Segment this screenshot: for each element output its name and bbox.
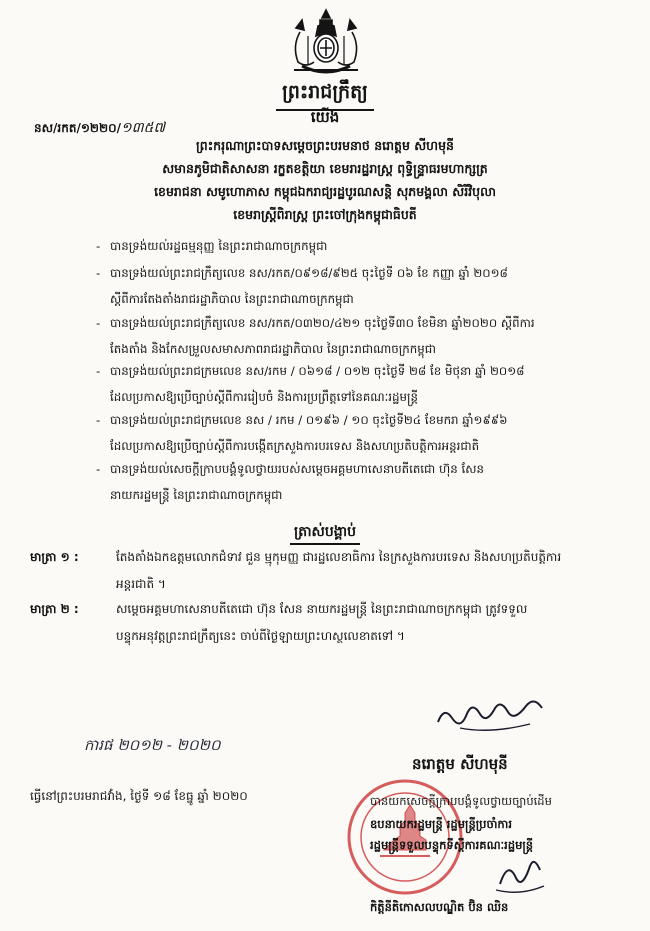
decree-reference-number: នស/រកត/១២២០/១៣៥៧ [34, 120, 165, 136]
king-title-line-4: ខេមរាស្ត្រីពិរាស្ត្រ ព្រះចៅក្រុងកម្ពុជាធិបតី [233, 207, 417, 222]
king-title-line-3: ខេមរាជនា សមូហោភាស កម្ពុជឯករាជ្យរដ្ឋបូរណសន្តិ សុភមង្គលា សិរីវិបុលា [154, 184, 496, 199]
article-2: មាត្រា ២ : សម្តេចអគ្គមហាសេនាបតីតេជោ ហ៊ុន សែន នាយករដ្ឋមន្ត្រី នៃព្រះរាជាណាចក្រកម្ពុជា ត្រូវទទួល បន្ទុកអនុវត្តព្រះរាជក្រឹត្យនេះ ចាប់ពីថ្ងៃឡាយព្រះហស្ថលេខាតទៅ ។ [30, 596, 620, 650]
seen-heading: យើង [310, 108, 340, 126]
decree-date: ធ្វើនៅព្រះបរមរាជវាំង, ថ្ងៃទី ១៨ ខែធ្នូ ឆ្នាំ ២០២០ [30, 789, 248, 803]
signer-name: នរោត្តម សីហមុនី [412, 755, 508, 773]
article-1: មាត្រា ១ : តែងតាំងឯកឧត្តមលោកជំទាវ ជួន ម្មុកុមញ្ញ ជារដ្ឋលេខាធិការ នៃក្រសួងការបរទេស និងសហប្រតិបត្តិការ អន្តរជាតិ ។ [30, 544, 620, 598]
royal-signature [430, 688, 550, 738]
countersign-signature [490, 840, 550, 900]
countersign-line: បានយកសេចក្តីក្រាបបង្គំទូលថ្វាយច្បាប់ដើម [370, 794, 552, 808]
royal-coat-of-arms-icon [280, 6, 372, 78]
king-title-line-1: ព្រះករុណាព្រះបាទសម្តេចព្រះបរមនាថ នរោត្តម សីហមុនី [196, 138, 454, 153]
consideration-item: - បានទ្រង់យល់រដ្ឋធម្មនុញ្ញ នៃព្រះរាជាណាចក្រកម្ពុជា [96, 239, 328, 253]
countersigner-name: កិត្តិនីតិកោសលបណ្ឌិត ប៊ិន ឈិន [370, 900, 509, 914]
consideration-item: - បានទ្រង់យល់ព្រះរាជក្រឹត្យលេខ នស/រកត/០៩១៨/៩២៥ ចុះថ្ងៃទី ០៦ ខែ កញ្ញា ឆ្នាំ ២០១៨ ស្តីពីការតែងតាំងរាជរដ្ឋាភិបាល នៃព្រះរាជាណាចក្រកម្ពុជា [96, 266, 508, 306]
article-label: មាត្រា ១ : [30, 550, 79, 564]
consideration-item: - បានទ្រង់យល់ព្រះរាជក្រមលេខ នស/រកម / ០៦១៨ / ០១២ ចុះថ្ងៃទី ២៨ ខែ មិថុនា ឆ្នាំ ២០១៨ ដែលប្រកាសឱ្យប្រើច្បាប់ស្តីពីការរៀបចំ និងការប្រព្រឹត្តទៅនៃគណៈរដ្ឋមន្ត្រី [96, 364, 525, 404]
countersign-line: ឧបនាយករដ្ឋមន្ត្រី រដ្ឋមន្ត្រីប្រចាំការ [370, 817, 513, 831]
king-title-line-2: សមានភូមិជាតិសាសនា រក្ខតខត្តិយា ខេមរារដ្ឋរាស្ត្រ ពុទ្ធិន្ទ្រាធរមហាក្សត្រ [162, 161, 488, 176]
countersign-line: រដ្ឋមន្ត្រីទទួលបន្ទុកទីស្តីការគណៈរដ្ឋមន្ត្រី [370, 838, 534, 852]
article-label: មាត្រា ២ : [30, 602, 79, 616]
handwritten-note: ការផ ២០១២ - ២០២០ [84, 736, 221, 754]
consideration-item: - បានទ្រង់យល់សេចក្តីក្រាបបង្គំទូលថ្វាយរបស់សម្តេចអគ្គមហាសេនាបតីតេជោ ហ៊ុន សែន នាយករដ្ឋមន្ត្រី នៃព្រះរាជាណាចក្រកម្ពុជា [96, 462, 484, 502]
consideration-item: - បានទ្រង់យល់ព្រះរាជក្រឹត្យលេខ នស/រកត/០៣២០/៤២១ ចុះថ្ងៃទី៣០ ខែមិនា ឆ្នាំ២០២០ ស្តីពីការ តែងតាំង និងកែសម្រួលសមាសភាពរាជរដ្ឋាភិបាល នៃព្រះរាជាណាចក្រកម្ពុជា [96, 316, 535, 356]
consideration-item: - បានទ្រង់យល់ព្រះរាជក្រមលេខ នស / រកម / ០១៩៦ / ១០ ចុះថ្ងៃទី២៤ ខែមករា ឆ្នាំ១៩៩៦ ដែលប្រកាសឱ្យប្រើច្បាប់ស្តីពីការបង្កើតក្រសួងការបរទេស និងសហប្រតិបត្តិការអន្តរជាតិ [96, 413, 508, 453]
decree-title: ព្រះរាជក្រឹត្យ [0, 80, 650, 111]
section-title: ត្រាស់បង្គាប់ [0, 522, 650, 545]
